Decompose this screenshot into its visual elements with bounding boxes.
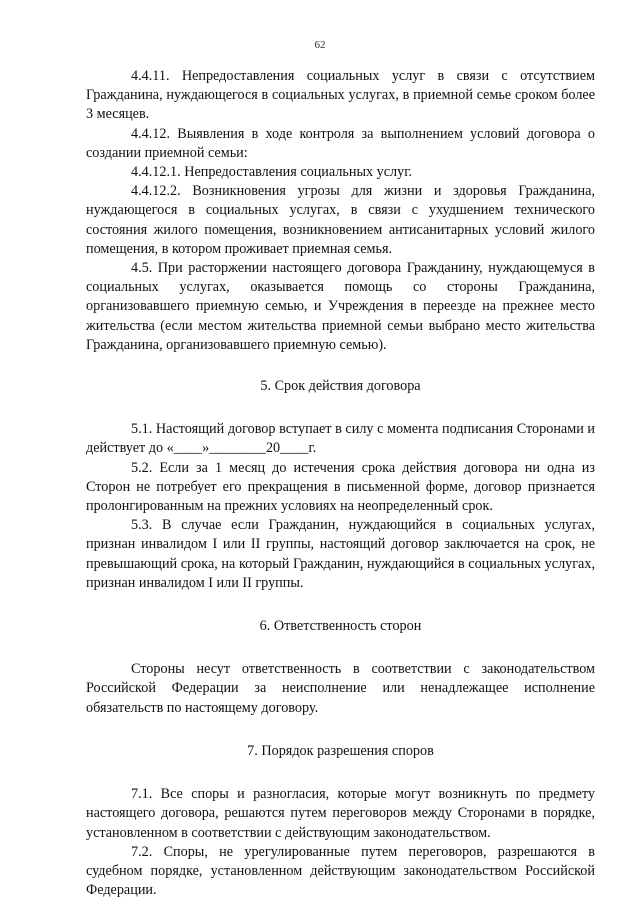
section-7-heading: 7. Порядок разрешения споров <box>247 742 434 759</box>
clause-4-4-12-1: 4.4.12.1. Непредоставления социальных услуг. <box>131 164 412 181</box>
clause-7-1: 7.1. Все споры и разногласия, которые могут возникнуть по предмету настоящего договора, решаются путем переговоров между Сторонами в порядке, установленном в соответствии с действующим законодательством. <box>86 786 595 841</box>
clause-5-2: 5.2. Если за 1 месяц до истечения срока действия договора ни одна из Сторон не потребует его прекращения в письменной форме, договор признается пролонгированным на прежних условиях на неопределенный срок. <box>86 459 595 515</box>
clause-4-5: 4.5. При расторжении настоящего договора Гражданину, нуждающемуся в социальных услугах, оказывается помощь со стороны Гражданина, организовавшего приемную семью, и Учреждения в переезде на прежнее место жительства (если местом жительства приемной семьи выбрано место жительства Гражданина, организовавшего приемную семью). <box>86 260 595 353</box>
page-number: 62 <box>314 39 326 51</box>
clause-4-4-11: 4.4.11. Непредоставления социальных услуг в связи с отсутствием Гражданина, нуждающегося в социальных услугах, в приемной семье сроком более 3 месяцев. <box>86 68 595 123</box>
section-6-text: Стороны несут ответственность в соответствии с законодательством Российской Федерации за неисполнение или ненадлежащее исполнение обязательств по настоящему договору. <box>86 661 595 716</box>
clause-5-1: 5.1. Настоящий договор вступает в силу с момента подписания Сторонами и действует до «____»________20____г. <box>86 421 595 457</box>
clause-7-2: 7.2. Споры, не урегулированные путем переговоров, разрешаются в судебном порядке, установленном действующим законодательством Российской Федерации. <box>86 843 595 899</box>
document-body <box>86 67 595 900</box>
section-6-heading: 6. Ответственность сторон <box>259 618 422 635</box>
clause-4-4-12-2: 4.4.12.2. Возникновения угрозы для жизни и здоровья Гражданина, нуждающегося в социальных услугах, в связи с ухудшением технического состояния жилого помещения, возникновением антисанитарных условий жилого помещения, в котором проживает приемная семья. <box>86 183 595 257</box>
section-5-heading: 5. Срок действия договора <box>260 378 421 395</box>
clause-5-3: 5.3. В случае если Гражданин, нуждающийся в социальных услугах, признан инвалидом I или II группы, настоящий договор заключается на срок, не превышающий срока, на который Гражданин, нуждающийся в социальных услугах, признан инвалидом I или II группы. <box>86 517 595 591</box>
clause-4-4-12: 4.4.12. Выявления в ходе контроля за выполнением условий договора о создании приемной семьи: <box>86 125 595 161</box>
